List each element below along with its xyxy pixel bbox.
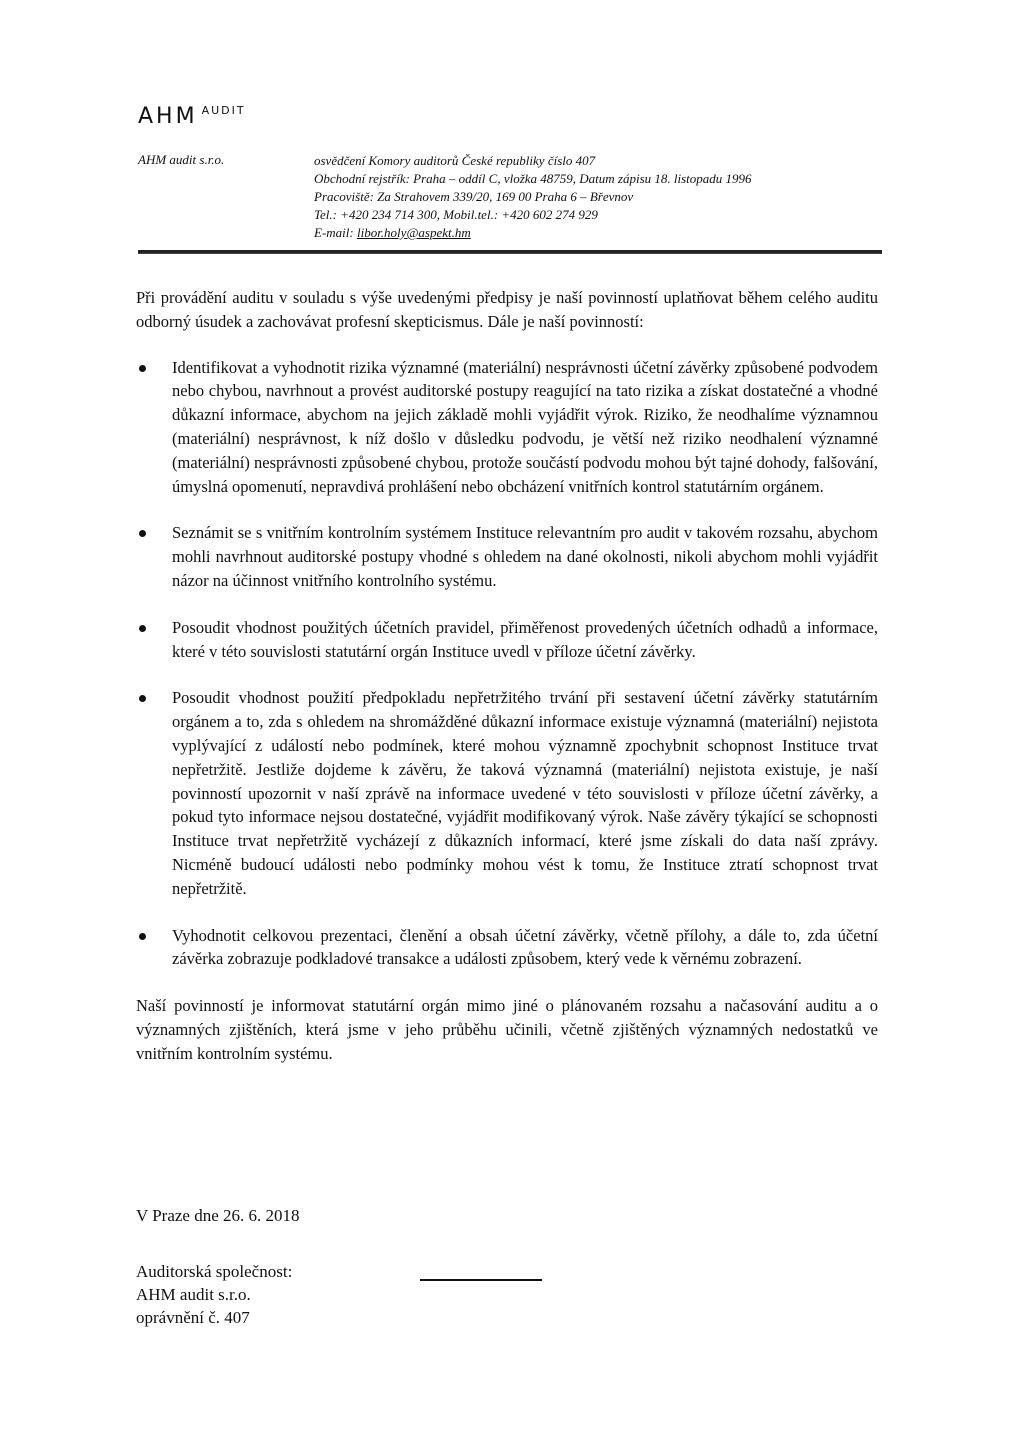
bullet-icon xyxy=(139,625,146,632)
bullet-icon xyxy=(139,933,146,940)
bullet-icon xyxy=(139,695,146,702)
company-info-block xyxy=(314,152,752,242)
list-item-text: Seznámit se s vnitřním kontrolním systémem Instituce relevantním pro audit v takovém rozsahu, abychom mohli navrhnout auditorské postupy vhodné s ohledem na dané okolnosti, nikoli abychom mohli vyjádřit názor na účinnost vnitřního kontrolního systému. xyxy=(172,523,878,590)
list-item-text: Vyhodnotit celkovou prezentaci, členění a obsah účetní závěrky, včetně přílohy, a dále to, zda účetní závěrka zobrazuje podkladové transakce a události způsobem, který vede k věrnému zobrazení. xyxy=(172,925,878,969)
info-line-certificate: osvědčení Komory auditorů České republiky číslo 407 xyxy=(314,153,596,168)
logo-sup-text: AUDIT xyxy=(201,104,246,117)
intro-paragraph: Při provádění auditu v souladu s výše uvedenými předpisy je naší povinností uplatňovat během celého auditu odborný úsudek a zachovávat profesní skepticismus. Dále je naší povinností: xyxy=(136,288,878,331)
bullet-icon xyxy=(139,530,146,537)
signature-underline xyxy=(420,1279,542,1281)
list-item-text: Posoudit vhodnost použití předpokladu nepřetržitého trvání při sestavení účetní závěrky statutárním orgánem a to, zda s ohledem na shromážděné důkazní informace existuje významná (materiální) nejistota vyplývající z událostí nebo podmínek, které mohou významně zpochybnit schopnost Instituce trvat nepřetržitě. Jestliže dojdeme k závěru, že taková významná (materiální) nejistota existuje, je naší povinností upozornit v naší zprávě na informace uvedené v této souvislosti v příloze účetní závěrky, a pokud tyto informace nejsou dostatečné, vyjádřit modifikovaný výrok. Naše závěry týkající se schopnosti Instituce trvat nepřetržitě vycházejí z důkazních informací, které jsme získali do data naší zprávy. Nicméně budoucí události nebo podmínky mohou vést k tomu, že Instituce ztratí schopnost trvat nepřetržitě. xyxy=(172,688,878,898)
header-divider xyxy=(138,250,882,254)
list-item xyxy=(136,356,878,499)
document-body xyxy=(136,286,878,1066)
bullet-icon xyxy=(139,365,146,372)
info-line-registry: Obchodní rejstřík: Praha – oddíl C, vložka 48759, Datum zápisu 18. listopadu 1996 xyxy=(314,171,752,186)
list-item xyxy=(136,521,878,592)
list-item-text: Posoudit vhodnost použitých účetních pravidel, přiměřenost provedených účetních odhadů a informace, které v této souvislosti statutární orgán Instituce uvedl v příloze účetní závěrky. xyxy=(172,617,878,661)
info-line-office: Pracoviště: Za Strahovem 339/20, 169 00 Praha 6 – Břevnov xyxy=(314,189,634,204)
list-item xyxy=(136,924,878,972)
list-item-text: Identifikovat a vyhodnotit rizika významné (materiální) nesprávnosti účetní závěrky způsobené podvodem nebo chybou, navrhnout a provést auditorské postupy reagující na tato rizika a získat dostatečné a vhodné důkazní informace, abychom na jejich základě mohli vyjádřit výrok. Riziko, že neodhalíme významnou (materiální) nesprávnost, k níž došlo v důsledku podvodu, je větší než riziko neodhalení významné (materiální) nesprávnosti způsobené chybou, protože součástí podvodu mohou být tajné dohody, falšování, úmyslná opomenutí, nepravdivá prohlášení nebo obcházení vnitřních kontrol statutárním orgánem. xyxy=(172,357,878,496)
email-link[interactable]: libor.holy@aspekt.hm xyxy=(356,225,471,240)
list-item xyxy=(136,616,878,664)
signature-block xyxy=(136,1260,292,1329)
signature-line-license: oprávnění č. 407 xyxy=(136,1308,250,1327)
duties-list xyxy=(136,356,878,972)
logo-main-text: AHM xyxy=(138,104,198,129)
info-line-email xyxy=(314,224,752,242)
email-label: E-mail: xyxy=(314,225,357,240)
info-line-phone: Tel.: +420 234 714 300, Mobil.tel.: +420 602 274 929 xyxy=(314,207,598,222)
list-item xyxy=(136,686,878,900)
closing-paragraph: Naší povinností je informovat statutární orgán mimo jiné o plánovaném rozsahu a načasování auditu a o významných zjištěních, která jsme v jeho průběhu učinili, včetně zjištěných významných nedostatků ve vnitřním kontrolním systému. xyxy=(136,996,878,1063)
company-short-name: AHM audit s.r.o. xyxy=(138,152,225,167)
signature-line-role: Auditorská společnost: xyxy=(136,1262,293,1281)
signature-line-company: AHM audit s.r.o. xyxy=(136,1285,251,1304)
company-logo xyxy=(138,104,246,129)
date-line: V Praze dne 26. 6. 2018 xyxy=(136,1206,300,1225)
